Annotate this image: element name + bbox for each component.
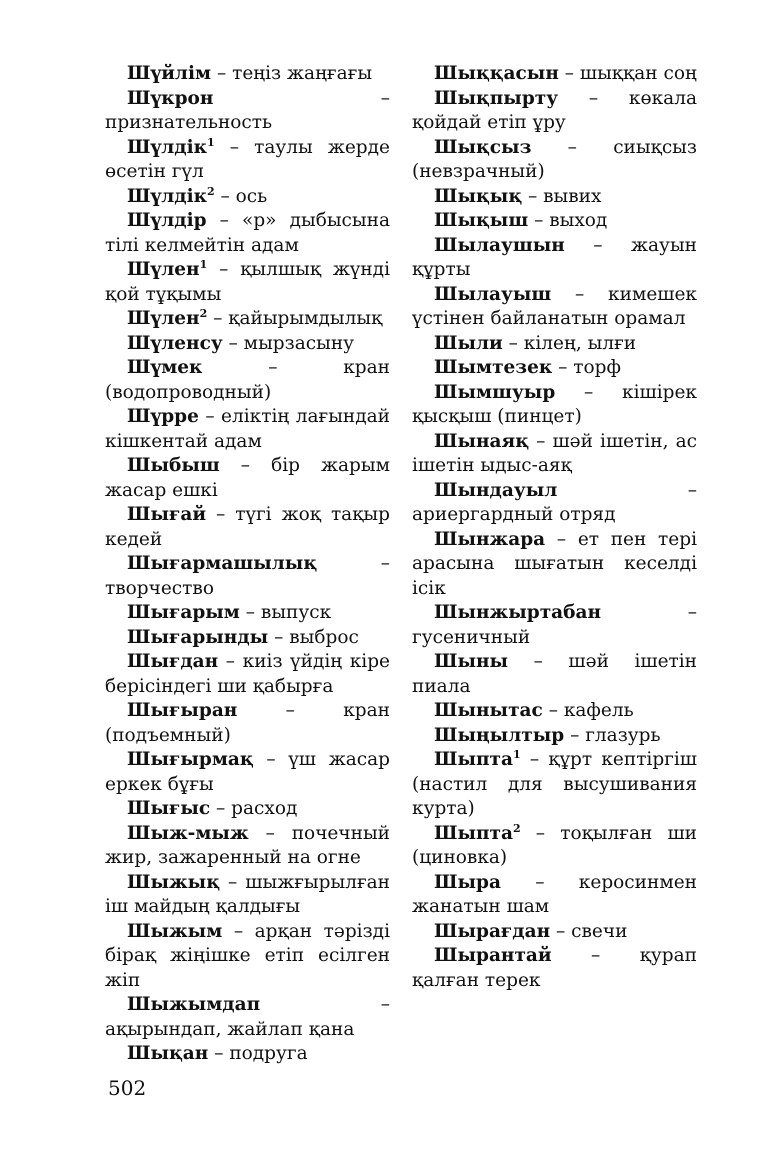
entry-headword: Шықсыз <box>434 136 532 158</box>
dictionary-entry <box>105 332 390 357</box>
entry-headword: Шығарынды <box>127 626 269 648</box>
dictionary-entry <box>412 356 697 381</box>
entry-headword: Шыж-мыж <box>127 822 249 844</box>
entry-headword: Шырантай <box>434 945 552 966</box>
entry-definition: – кран (водопроводный) <box>105 357 390 403</box>
entry-headword: Шүленсу <box>127 332 223 354</box>
dictionary-entry <box>105 1042 390 1067</box>
homonym-index: 1 <box>199 257 208 271</box>
entry-headword: Шығай <box>127 504 207 525</box>
dictionary-entry <box>105 136 390 185</box>
entry-definition: – выход <box>528 210 608 231</box>
entry-headword: Шүлдік$^1$ <box>127 135 215 158</box>
homonym-index: 2 <box>206 184 215 198</box>
dictionary-entry <box>105 822 390 871</box>
dictionary-entry <box>105 699 390 748</box>
entry-definition: – шыққан соң <box>558 63 697 84</box>
dictionary-entry <box>105 87 390 136</box>
dictionary-entry <box>412 944 697 993</box>
dictionary-entry <box>105 62 390 87</box>
entry-definition: – кран (подъемный) <box>105 700 390 746</box>
entry-definition: – қайырымдылық <box>207 308 383 329</box>
dictionary-entry <box>412 871 697 920</box>
dictionary-entry <box>412 209 697 234</box>
entry-headword: Шыбыш <box>127 455 220 476</box>
entry-headword: Шүлен$^1$ <box>127 257 208 280</box>
entry-headword: Шыли <box>434 332 503 354</box>
dictionary-entry <box>412 185 697 210</box>
homonym-index: 1 <box>206 135 215 149</box>
dictionary-entry <box>105 185 390 210</box>
entry-definition: – творчество <box>105 553 390 599</box>
entry-headword: Шықыш <box>434 210 529 231</box>
entry-definition: – кимешек үстінен байланатын орамал <box>412 283 697 329</box>
entry-definition: – гусеничный <box>412 602 697 648</box>
entry-headword: Шыпта$^2$ <box>434 821 521 844</box>
dictionary-entry <box>105 993 390 1042</box>
entry-definition: – выброс <box>268 626 359 648</box>
entry-headword: Шырағдан <box>434 920 551 942</box>
entry-definition: – почечный жир, зажаренный на огне <box>105 822 390 868</box>
entry-definition: – кішірек қысқыш (пинцет) <box>412 381 697 427</box>
dictionary-entry <box>412 724 697 749</box>
entry-definition: – бір жарым жасар ешкі <box>105 455 390 501</box>
dictionary-entry <box>412 332 697 357</box>
dictionary-entry <box>412 87 697 136</box>
dictionary-entry <box>412 136 697 185</box>
entry-definition: – құрт кептіргіш (настил для высушивания курта) <box>412 749 697 819</box>
entry-headword: Шындауыл <box>434 479 558 501</box>
entry-definition: – шәй ішетін, ас ішетін ыдыс-аяқ <box>412 430 697 476</box>
dictionary-entry <box>412 699 697 724</box>
entry-definition: – шыжғырылған іш майдың қалдығы <box>105 871 390 917</box>
dictionary-entry <box>412 601 697 650</box>
entry-headword: Шықан <box>127 1043 209 1064</box>
entry-headword: Шыңылтыр <box>434 724 565 746</box>
page-number: 502 <box>108 1076 147 1100</box>
entry-definition: – расход <box>210 798 298 819</box>
dictionary-entry <box>105 797 390 822</box>
entry-definition: – кафель <box>542 700 634 721</box>
entry-headword: Шүрре <box>127 406 199 427</box>
dictionary-entry <box>412 62 697 87</box>
entry-headword: Шынжыртабан <box>434 602 602 623</box>
entry-definition: – признательность <box>105 87 390 133</box>
entry-headword: Шықық <box>434 185 523 207</box>
entry-definition: – таулы жерде өсетін гүл <box>105 136 390 182</box>
dictionary-entry <box>412 381 697 430</box>
entry-definition: – ақырындап, жайлап қана <box>105 994 390 1040</box>
dictionary-entry <box>105 503 390 552</box>
entry-headword: Шығдан <box>127 651 219 672</box>
entry-definition: – үш жасар еркек бұғы <box>105 749 390 795</box>
dictionary-entry <box>105 209 390 258</box>
homonym-index: 2 <box>199 306 208 320</box>
entry-definition: – арқан тәрізді бірақ жіңішке етіп есілген жіп <box>105 920 390 991</box>
entry-headword: Шүмек <box>127 357 203 378</box>
entry-headword: Шығыс <box>127 798 211 819</box>
entry-headword: Шығарым <box>127 602 240 623</box>
entry-definition: – ет пен тері арасына шығатын кеселді ісік <box>412 528 697 599</box>
entry-definition: – кілең, ылғи <box>502 332 637 354</box>
entry-definition: – ось <box>214 185 268 207</box>
dictionary-entry <box>412 528 697 602</box>
entry-definition: – шәй ішетін пиала <box>412 651 697 697</box>
entry-definition: – ариергардный отряд <box>412 479 697 525</box>
dictionary-entry <box>105 650 390 699</box>
entry-headword: Шынытас <box>434 700 543 721</box>
dictionary-entry <box>412 234 697 283</box>
entry-definition: – свечи <box>550 920 628 942</box>
dictionary-entry <box>412 479 697 528</box>
entry-headword: Шыпта$^1$ <box>434 747 521 770</box>
dictionary-entry <box>105 405 390 454</box>
entry-definition: – керосинмен жанатын шам <box>412 871 697 917</box>
dictionary-entry <box>105 626 390 651</box>
entry-definition: – қылшық жүнді қой тұқымы <box>105 259 390 305</box>
homonym-index: 1 <box>513 747 521 761</box>
entry-definition: – торф <box>552 357 621 378</box>
entry-headword: Шыра <box>434 871 501 893</box>
entry-definition: – теңіз жаңғағы <box>211 63 373 84</box>
entry-headword: Шылаушын <box>434 234 565 256</box>
entry-headword: Шыны <box>434 651 509 672</box>
dictionary-entry <box>105 356 390 405</box>
entry-definition: – жауын құрты <box>412 234 697 280</box>
entry-headword: Шығырмақ <box>127 749 254 770</box>
dictionary-entry <box>105 920 390 994</box>
entry-headword: Шынжара <box>434 528 546 550</box>
entry-headword: Шықпырту <box>434 87 559 109</box>
entry-headword: Шүйлім <box>127 63 212 84</box>
dictionary-entry <box>105 871 390 920</box>
dictionary-entry <box>105 552 390 601</box>
entry-definition: – вывих <box>522 185 602 207</box>
entry-headword: Шығыран <box>127 700 238 721</box>
homonym-index: 2 <box>513 821 521 835</box>
entry-headword: Шүкрон <box>127 87 214 109</box>
entry-definition: – қурап қалған терек <box>412 945 697 991</box>
dictionary-entry <box>412 748 697 822</box>
dictionary-entry <box>105 601 390 626</box>
dictionary-entry <box>105 454 390 503</box>
entry-definition: – көкала қойдай етіп ұру <box>412 87 697 133</box>
entry-headword: Шыжымдап <box>127 994 261 1015</box>
entry-definition: – «р» дыбысына тілі келмейтін адам <box>105 210 390 256</box>
entry-headword: Шыққасын <box>434 63 559 84</box>
entry-headword: Шымшуыр <box>434 381 556 403</box>
entry-definition: – глазурь <box>564 724 661 746</box>
dictionary-entry <box>105 258 390 307</box>
entry-definition: – түгі жоқ тақыр кедей <box>105 504 390 550</box>
entry-headword: Шыжым <box>127 920 223 942</box>
entry-definition: – тоқылған ши (циновка) <box>412 822 697 868</box>
entry-definition: – подруга <box>208 1043 308 1064</box>
dictionary-entry <box>412 920 697 945</box>
entry-headword: Шүлдік$^2$ <box>127 184 215 207</box>
entry-headword: Шыжық <box>127 871 220 893</box>
entry-definition: – киіз үйдің кіре берісіндегі ши қабырға <box>105 651 390 697</box>
entry-definition: – еліктің лағындай кішкентай адам <box>105 406 390 452</box>
left-column <box>105 62 390 1067</box>
dictionary-entry <box>105 307 390 332</box>
entry-headword: Шығармашылық <box>127 553 318 574</box>
entry-headword: Шүлен$^2$ <box>127 306 208 329</box>
entry-definition: – сиықсыз (невзрачный) <box>412 136 697 182</box>
entry-headword: Шүлдір <box>127 210 207 231</box>
entry-definition: – выпуск <box>239 602 332 623</box>
dictionary-entry <box>412 283 697 332</box>
entry-headword: Шымтезек <box>434 357 553 378</box>
dictionary-entry <box>412 650 697 699</box>
entry-headword: Шылауыш <box>434 283 552 305</box>
right-column <box>412 62 697 993</box>
entry-headword: Шынаяқ <box>434 430 529 452</box>
dictionary-entry <box>105 748 390 797</box>
dictionary-entry <box>412 430 697 479</box>
entry-definition: – мырзасыну <box>222 332 355 354</box>
dictionary-entry <box>412 822 697 871</box>
